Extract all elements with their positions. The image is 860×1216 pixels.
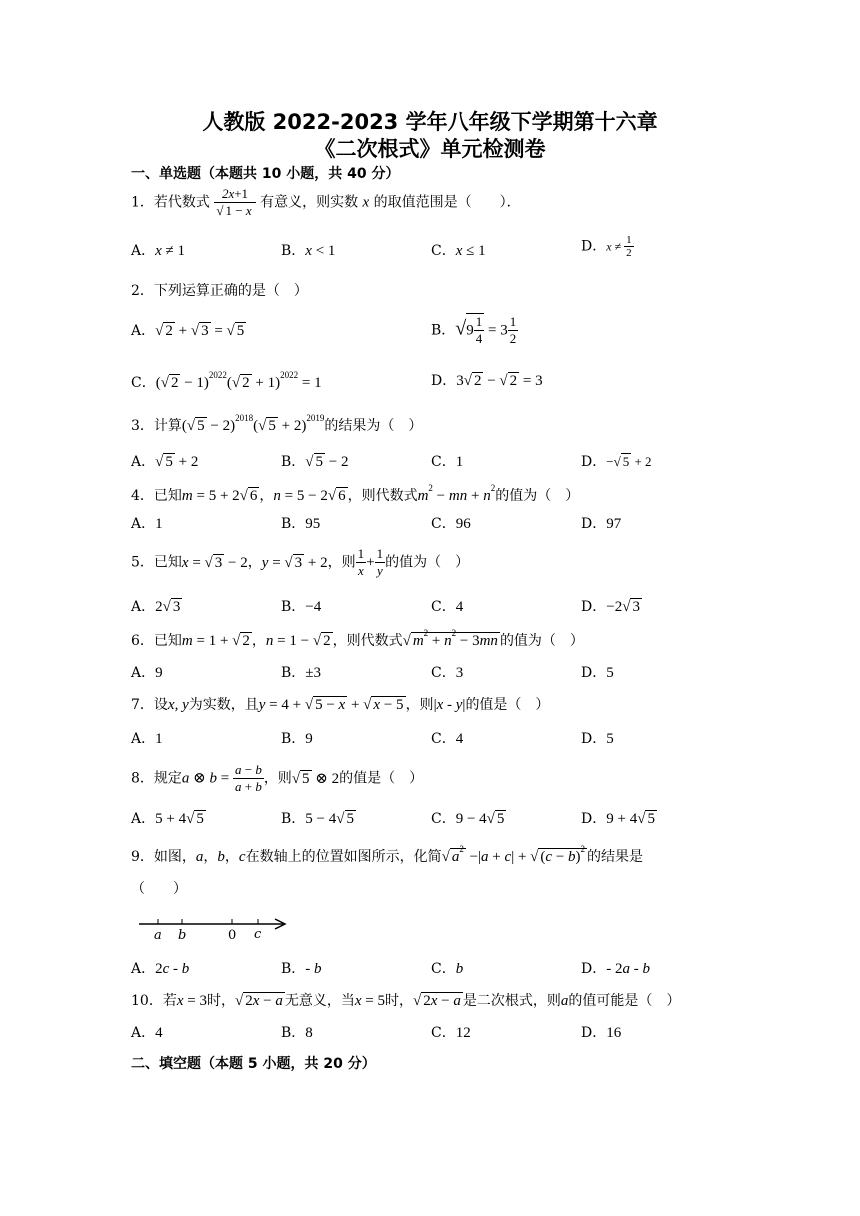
q4-option-a: A．1 [131, 516, 163, 532]
q5-option-d: D．−2√ 3 [581, 599, 640, 615]
title-line-1: 人教版 2022-2023 学年八年级下学期第十六章 [202, 110, 658, 134]
q2-option-d: D．3√ 2 − √ 2 = 3 [431, 373, 543, 389]
question-9: 9．如图，a，b，c在数轴上的位置如图所示，化简√ $a^2 -|a + c|$ + √ $(c - b)^2$ 的结果是 [131, 844, 644, 865]
q1-option-b: B．x < 1 [281, 243, 336, 259]
q8-option-c: C．9 − 4√ 5 [431, 811, 505, 827]
q7-option-b: B．9 [281, 731, 313, 747]
q1-option-d: D．x ≠ $\frac{1}{2}$ [581, 234, 632, 259]
q5-option-c: C．4 [431, 599, 464, 615]
q9-option-b: B．- b [281, 961, 322, 977]
q2-option-c: C．(√ 2 − 1)$^{2022}$(√ 2 + 1)$^{2022}$ = 1 [131, 370, 322, 391]
label-0: 0 [228, 928, 237, 943]
q10-option-a: A．4 [131, 1025, 163, 1041]
q8-option-b: B．5 − 4√ 5 [281, 811, 354, 827]
q3-option-a: A．√ 5 + 2 [131, 454, 199, 470]
q6-option-b: B．±3 [281, 665, 322, 681]
q8-option-a: A．5 + 4√ 5 [131, 811, 204, 827]
q3-option-b: B．√ 5 − 2 [281, 454, 349, 470]
label-a: a [154, 928, 162, 943]
question-10: 10．若x = 3时，√ 2x − a 无意义，当x = 5时，√ 2x − a 是二次根式，则a的值可能是（ ） [131, 993, 681, 1009]
question-6: 6．已知m = 1 + √ 2 ，n = 1 − √ 2 ，则代数式√ $m^2 + n^2 - 3mn$ 的值为（ ） [131, 628, 584, 649]
section-1-heading: 一、单选题（本题共 10 小题，共 40 分） [131, 166, 400, 182]
q1-option-c: C．x ≤ 1 [431, 243, 486, 259]
question-7: 7．设x, y为实数，且y = 4 + √ 5 − x + √ x − 5 ，则|x - y|的值是（ ） [131, 697, 550, 713]
q6-option-d: D．5 [581, 665, 614, 681]
q1-stem-mid: 有意义，则实数 [260, 194, 359, 211]
q7-option-a: A．1 [131, 731, 163, 747]
q3-option-d: D．−√ 5 + 2 [581, 454, 652, 470]
q5-option-b: B．−4 [281, 599, 322, 615]
question-8: 8．规定a ⊗ b = $\frac{a - b}{a + b}$ ，则√ 5 ⊗ 2的值是（ ） [131, 762, 424, 794]
q6-option-a: A．9 [131, 665, 163, 681]
q6-option-c: C．3 [431, 665, 464, 681]
q4-option-d: D．97 [581, 516, 622, 532]
q4-option-b: B．95 [281, 516, 321, 532]
q9-option-c: C．b [431, 961, 464, 977]
q4-option-c: C．96 [431, 516, 471, 532]
q2-option-b: B．√9 $\frac{1}{4}$ = 3 $\frac{1}{2}$ [431, 314, 517, 346]
q1-stem-end: 的取值范围是（ ）． [373, 194, 521, 211]
q10-option-b: B．8 [281, 1025, 313, 1041]
label-c: c [254, 927, 262, 942]
q2-option-a: A．√ 2 + √ 3 = √ 5 [131, 323, 245, 339]
title-line-2: 《二次根式》单元检测卷 [314, 137, 546, 161]
question-2: 2．下列运算正确的是（ ） [131, 283, 308, 299]
number-line-figure [137, 913, 289, 943]
q1-option-a: A．x ≠ 1 [131, 243, 186, 259]
q10-option-d: D．16 [581, 1025, 622, 1041]
question-3: 3．计算(√ 5 − 2)$^{2018}$(√ 5 + 2)$^{2019}$的结果为（ ） [131, 413, 423, 434]
q8-option-d: D．9 + 4√ 5 [581, 811, 655, 827]
question-1: 1．若代数式 $\frac{2x+1}{√ 1 - x}$ 有意义，则实数 x 的取值范围是（ ）． [131, 186, 521, 218]
q7-option-d: D．5 [581, 731, 614, 747]
q9-option-a: A．2c - b [131, 961, 190, 977]
q9-option-d: D．- 2a - b [581, 961, 650, 977]
label-b: b [178, 928, 187, 943]
q9-answer-paren: （ ） [131, 881, 187, 897]
q7-option-c: C．4 [431, 731, 464, 747]
q1-fraction: $\frac{2x+1}{√ 1 - x}$ [214, 186, 255, 219]
q10-option-c: C．12 [431, 1025, 471, 1041]
q3-option-c: C．1 [431, 454, 464, 470]
q5-option-a: A．2√ 3 [131, 599, 181, 615]
section-2-heading: 二、填空题（本题 5 小题，共 20 分） [131, 1056, 376, 1072]
question-4: 4．已知m = 5 + 2√ 6 ，n = 5 − 2√ 6 ，则代数式$m^2$ − mn + $n^2$的值为（ ） [131, 483, 580, 504]
q1-stem-start: 1．若代数式 [131, 194, 210, 211]
question-5: 5．已知x = √ 3 − 2，y = √ 3 + 2，则 $\frac{1}{x}$ + $\frac{1}{y}$ 的值为（ ） [131, 546, 470, 578]
